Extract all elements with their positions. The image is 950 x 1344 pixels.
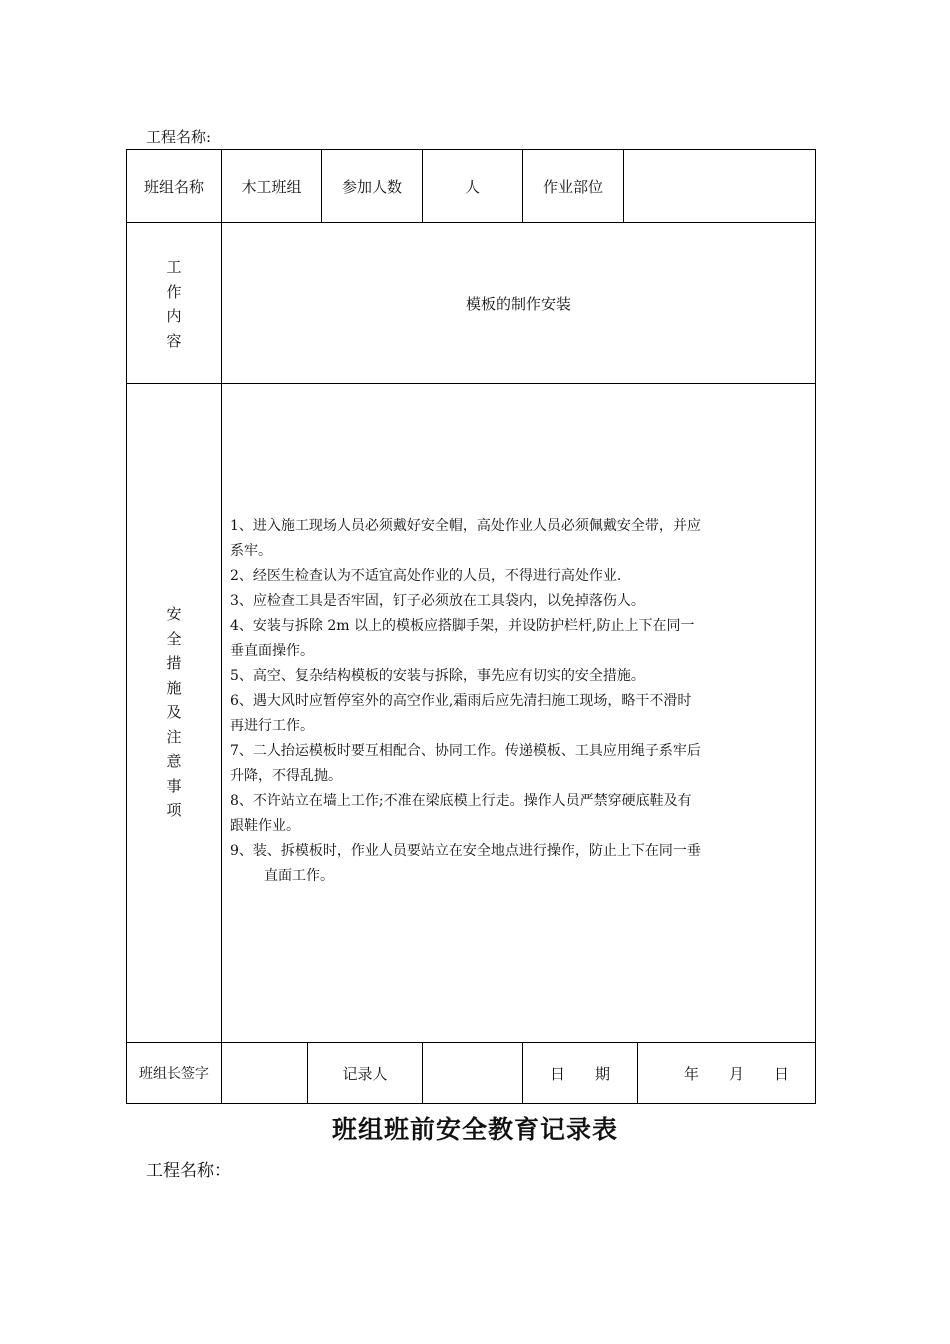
safety-line: 7、二人抬运模板时要互相配合、协同工作。传递模板、工具应用绳子系牢后 <box>230 743 701 759</box>
row-divider <box>126 383 816 384</box>
safety-line: 9、装、拆模板时，作业人员要站立在安全地点进行操作，防止上下在同一垂 <box>230 843 701 859</box>
safety-line: 4、安装与拆除 2m 以上的模板应搭脚手架，并设防护栏杆,防止上下在同一 <box>230 618 695 634</box>
date-label: 日 期 <box>549 1064 610 1083</box>
safety-line: 5、高空、复杂结构模板的安装与拆除，事先应有切实的安全措施。 <box>230 668 645 684</box>
safety-line: 3、应检查工具是否牢固，钉子必须放在工具袋内，以免掉落伤人。 <box>230 593 645 609</box>
project-name-label: 工程名称: <box>146 128 212 146</box>
recorder-value <box>423 1043 522 1103</box>
work-content-label-char: 内 <box>166 307 182 325</box>
participants-unit: 人 <box>464 177 480 196</box>
work-content-value: 模板的制作安装 <box>465 294 571 313</box>
safety-line: 再进行工作。 <box>230 718 314 734</box>
safety-line: 直面工作。 <box>264 868 334 884</box>
safety-line: 1、进入施工现场人员必须戴好安全帽，高处作业人员必须佩戴安全带，并应 <box>230 518 701 534</box>
recorder-label: 记录人 <box>342 1064 388 1083</box>
safety-label-char: 及 <box>166 703 182 721</box>
safety-line: 8、不许站立在墙上工作;不准在梁底模上行走。操作人员严禁穿硬底鞋及有 <box>230 793 692 809</box>
team-name-value: 木工班组 <box>241 177 302 196</box>
work-content-label <box>127 255 221 353</box>
safety-label-char: 安 <box>166 605 182 623</box>
safety-line: 升降，不得乱抛。 <box>230 768 342 784</box>
date-value: 年 月 日 <box>683 1064 789 1083</box>
safety-line: 垂直面操作。 <box>230 643 314 659</box>
project-name-label: 工程名称： <box>146 1161 231 1181</box>
safety-measures-list <box>230 514 750 889</box>
safety-label-char: 全 <box>166 629 182 648</box>
safety-line: 6、遇大风时应暂停室外的高空作业,霜雨后应先清扫施工现场，略干不滑时 <box>230 693 692 709</box>
safety-line: 跟鞋作业。 <box>230 818 300 834</box>
work-location-value <box>624 150 815 222</box>
safety-label-char: 意 <box>166 752 182 770</box>
work-content-label-char: 工 <box>166 258 182 276</box>
participants-label: 参加人数 <box>341 177 402 196</box>
leader-sign-value <box>222 1043 307 1103</box>
safety-label-char: 事 <box>166 776 182 795</box>
team-name-label: 班组名称 <box>143 177 204 196</box>
safety-label-char: 注 <box>166 727 182 746</box>
safety-line: 系牢。 <box>230 543 272 559</box>
document-title: 班组班前安全教育记录表 <box>331 1115 618 1144</box>
work-content-label-char: 容 <box>166 331 182 350</box>
safety-line: 2、经医生检查认为不适宜高处作业的人员，不得进行高处作业. <box>230 568 622 584</box>
safety-measures-label <box>127 602 221 823</box>
work-content-label-char: 作 <box>166 282 182 301</box>
safety-label-char: 措 <box>166 654 182 672</box>
safety-label-char: 施 <box>166 678 182 697</box>
work-location-label: 作业部位 <box>542 177 603 196</box>
safety-label-char: 项 <box>166 801 182 819</box>
leader-sign-label: 班组长签字 <box>139 1066 209 1082</box>
